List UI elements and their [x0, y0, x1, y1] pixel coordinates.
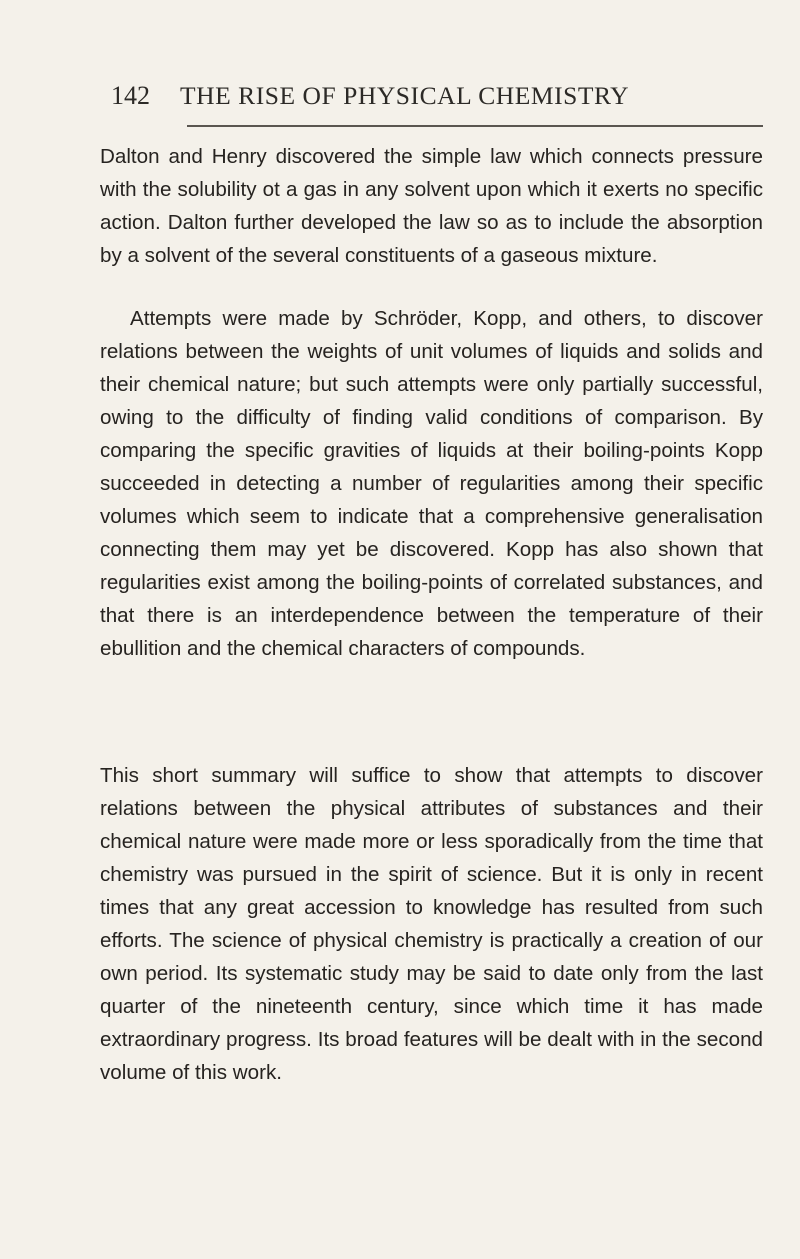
running-title: THE RISE OF PHYSICAL CHEMISTRY: [180, 81, 630, 110]
header-rule: [187, 125, 763, 127]
paragraph-block-2: [100, 302, 763, 665]
paragraph-3: This short summary will suffice to show that attempts to discover relations between the physical attributes of substances and their chemical nature were made more or less sporadically from the time that chemistry was pursued in the spirit of science. But it is only in recent times that any great accession to knowledge has resulted from such efforts. The science of physical chemistry is practically a creation of our own period. Its systematic study may be said to date only from the last quarter of the nineteenth century, since which time it has made extraordinary progress. Its broad features will be dealt with in the second volume of this work.: [100, 764, 763, 1084]
paragraph-1: Dalton and Henry discovered the simple law which connects pressure with the solubility ot a gas in any solvent upon which it exerts no specific action. Dalton further developed the law so as to include the absorption by a solvent of the several constituents of a gaseous mixture.: [100, 145, 763, 267]
paragraph-block-1: [100, 140, 763, 272]
page-header: [111, 78, 761, 114]
paragraph-2: Attempts were made by Schröder, Kopp, and others, to discover relations between the weights of unit volumes of liquids and solids and their chemical nature; but such attempts were only partially successful, owing to the difficulty of finding valid conditions of comparison. By comparing the specific gravities of liquids at their boiling-points Kopp succeeded in detecting a number of regularities among their specific volumes which seem to indicate that a comprehensive generalisation connecting them may yet be discovered. Kopp has also shown that regularities exist among the boiling-points of correlated substances, and that there is an interdependence between the temperature of their ebullition and the chemical characters of compounds.: [100, 307, 763, 660]
paragraph-block-3: [100, 759, 763, 1089]
page-number: 142: [111, 81, 150, 110]
